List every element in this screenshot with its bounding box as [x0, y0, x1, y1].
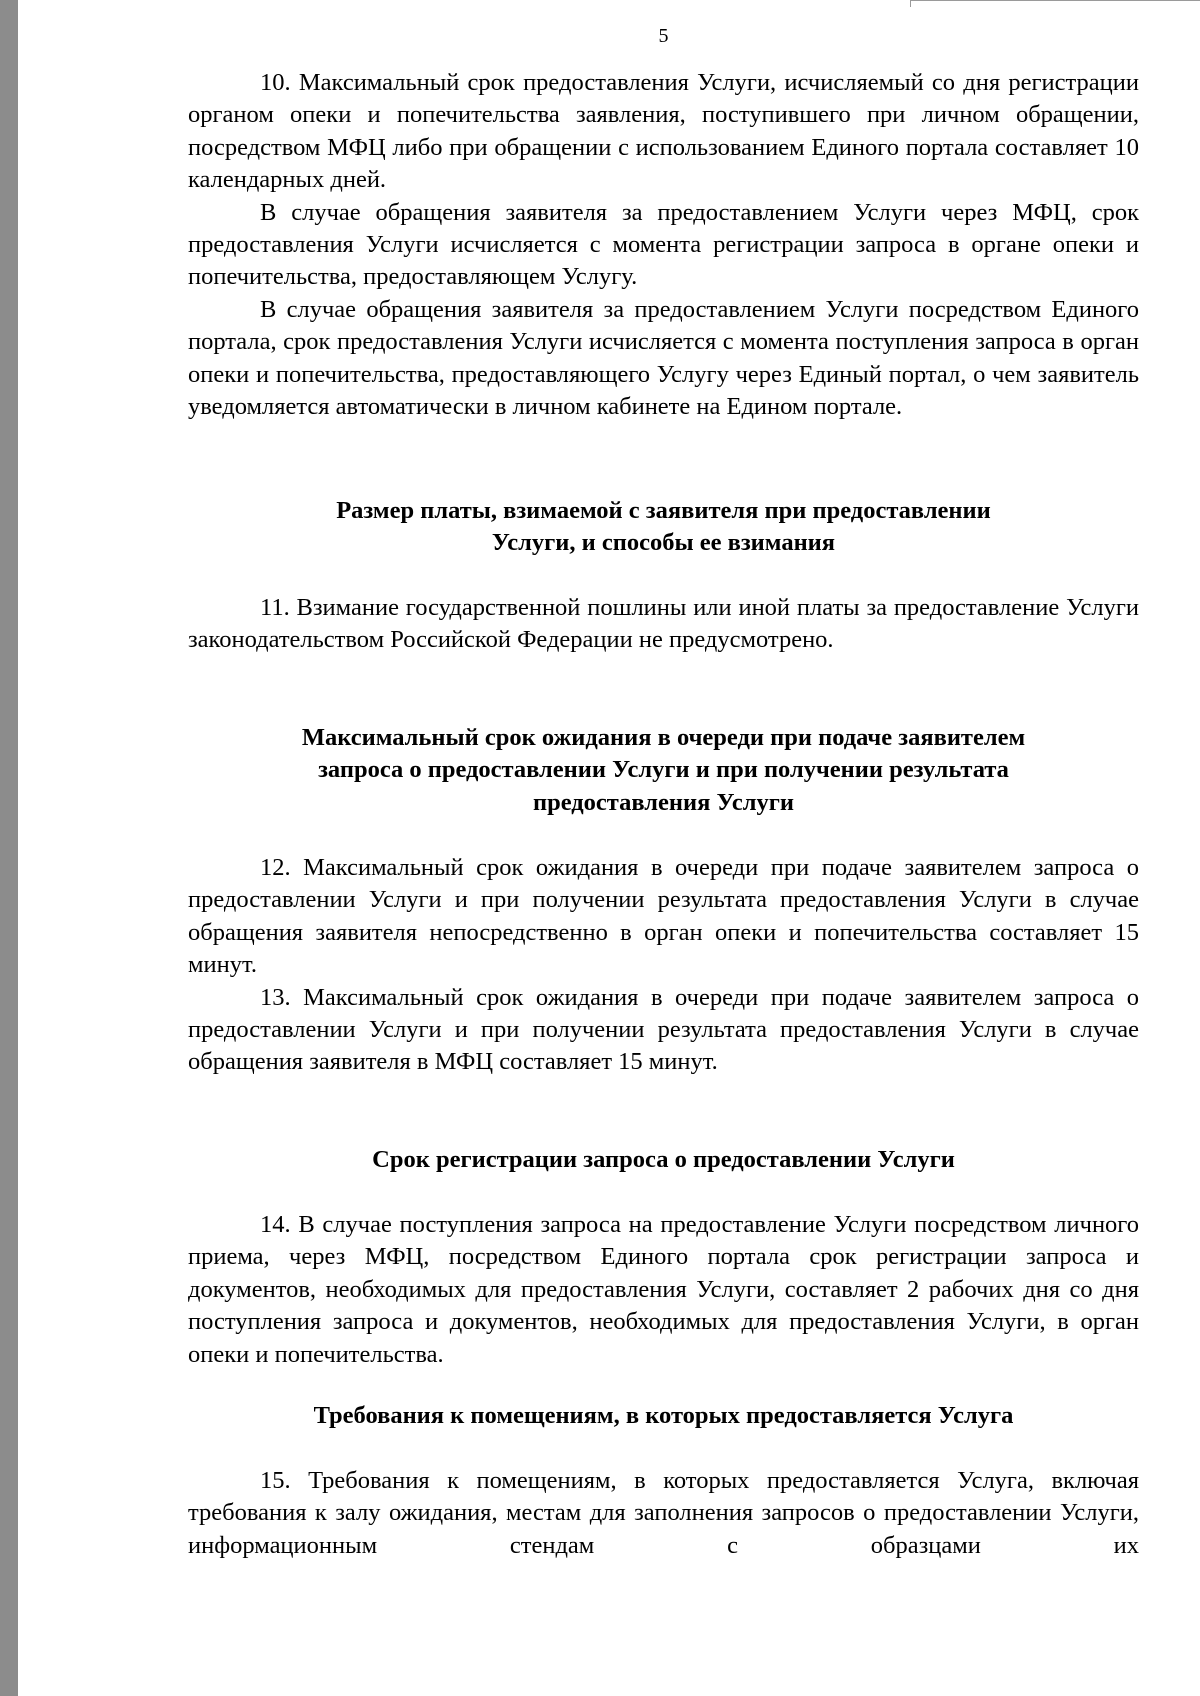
heading-line: запроса о предоставлении Услуги и при получении результата: [318, 756, 1009, 784]
section-registration-term: [188, 1209, 1139, 1371]
heading-line: Срок регистрации запроса о предоставлении Услуги: [372, 1146, 955, 1173]
section-queue-time: [188, 852, 1139, 1079]
paragraph-14: 14. В случае поступления запроса на предоставление Услуги посредством личного приема, через МФЦ, посредством Единого портала срок регистрации запроса и документов, необходимых для предоставления Услуги, составляет 2 рабочих дня со дня поступления запроса и документов, необходимых для предоставления Услуги, в орган опеки и попечительства.: [188, 1211, 1139, 1368]
heading-line: Услуги, и способы ее взимания: [491, 529, 836, 557]
heading-line: предоставления Услуги: [533, 788, 794, 816]
paragraph-portal-term: В случае обращения заявителя за предоставлением Услуги посредством Единого портала, срок предоставления Услуги исчисляется с момента поступления запроса в орган опеки и попечительства, предоставляющего Услугу через Единый портал, о чем заявитель уведомляется автоматически в личном кабинете на Едином портале.: [188, 295, 1139, 421]
section-fee: [188, 592, 1139, 657]
heading-line: Максимальный срок ожидания в очереди при подаче заявителем: [301, 724, 1026, 751]
scan-edge-mark: [910, 0, 1200, 4]
paragraph-11: 11. Взимание государственной пошлины или иной платы за предоставление Услуги законодательством Российской Федерации не предусмотрено.: [188, 594, 1139, 654]
section-service-term: [188, 67, 1139, 423]
paragraph-12: 12. Максимальный срок ожидания в очереди при подаче заявителем запроса о предоставлении Услуги и при получении результата предоставления Услуги в случае обращения заявителя непосредственно в орган опеки и попечительства составляет 15 минут.: [188, 854, 1139, 979]
heading-premises: [188, 1400, 1139, 1432]
heading-queue-time: [188, 722, 1139, 819]
scan-left-margin-band: [0, 0, 18, 1696]
heading-line: Размер платы, взимаемой с заявителя при предоставлении: [336, 497, 991, 524]
paragraph-mfc-term: В случае обращения заявителя за предоставлением Услуги через МФЦ, срок предоставления Услуги исчисляется с момента регистрации запроса в органе опеки и попечительства, предоставляющем Услугу.: [188, 198, 1139, 291]
heading-fee: [188, 495, 1139, 560]
paragraph-15: 15. Требования к помещениям, в которых предоставляется Услуга, включая требования к залу ожидания, местам для заполнения запросов о предоставлении Услуги, информационным стендам с образцами их: [188, 1467, 1139, 1559]
heading-registration-term: [188, 1144, 1139, 1176]
paragraph-10: 10. Максимальный срок предоставления Услуги, исчисляемый со дня регистрации органом опеки и попечительства заявления, поступившего при личном обращении, посредством МФЦ либо при обращении с использованием Единого портала составляет 10 календарных дней.: [188, 69, 1139, 194]
page-number: 5: [658, 25, 669, 47]
heading-line: Требования к помещениям, в которых предоставляется Услуга: [313, 1402, 1014, 1429]
section-premises: [188, 1465, 1139, 1562]
paragraph-13: 13. Максимальный срок ожидания в очереди при подаче заявителем запроса о предоставлении Услуги и при получении результата предоставления Услуги в случае обращения заявителя в МФЦ составляет 15 минут.: [188, 983, 1139, 1076]
